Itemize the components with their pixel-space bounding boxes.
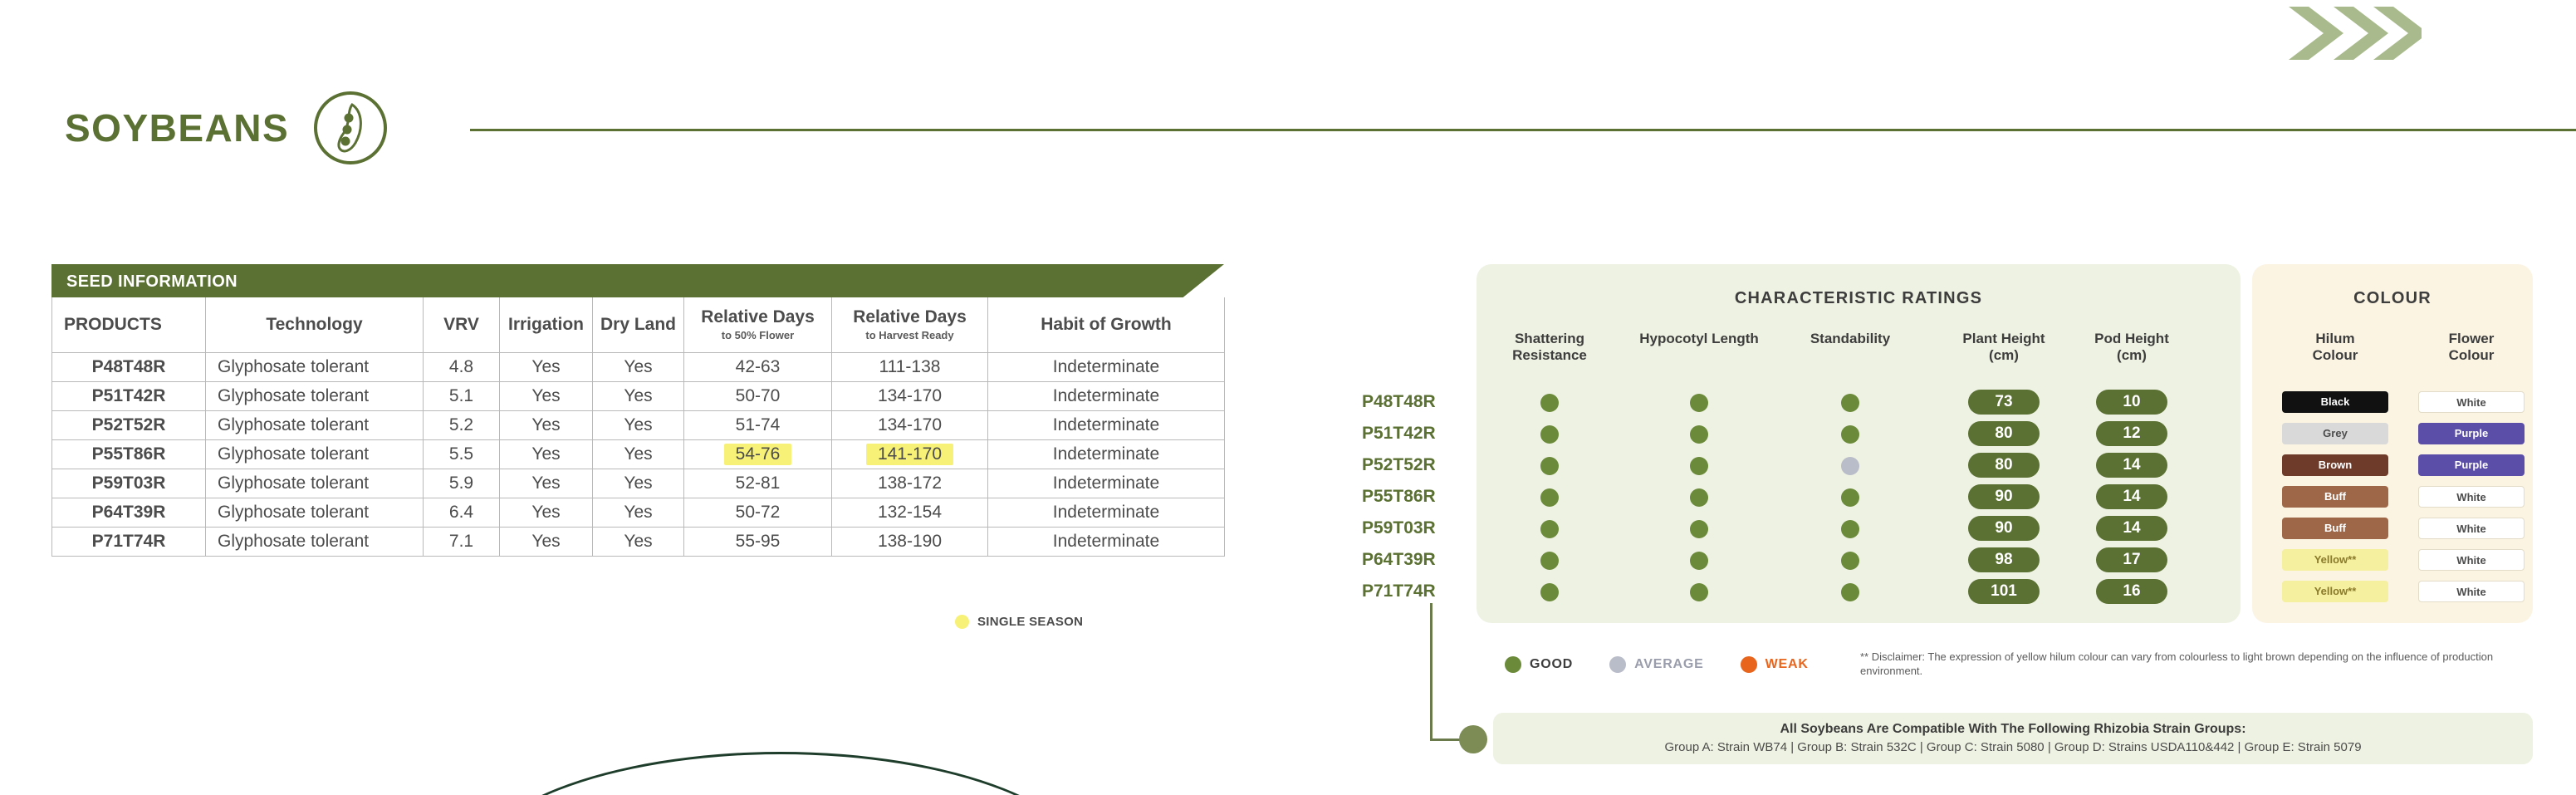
rating-dot-icon [1841, 552, 1859, 570]
head-line1: Hilum [2315, 331, 2355, 346]
rating-dot-icon [1841, 394, 1859, 412]
legend-average-label: AVERAGE [1634, 657, 1704, 671]
col-habit-of-growth: Habit of Growth [988, 297, 1225, 352]
cell-relative-days-flower: 55-95 [684, 527, 832, 556]
rating-dot-icon [1690, 552, 1708, 570]
hilum-colour-swatch: Buff [2282, 486, 2388, 508]
hilum-colour-swatch: Black [2282, 391, 2388, 413]
row-product-label: P55T86R [1362, 487, 1436, 506]
cell-relative-days-flower: 42-63 [684, 352, 832, 381]
legend-average [1609, 656, 1704, 673]
cell-irrigation: Yes [500, 527, 593, 556]
cell-irrigation: Yes [500, 469, 593, 498]
cell-vrv: 7.1 [424, 527, 500, 556]
seed-information-title: SEED INFORMATION [66, 272, 238, 291]
cell-relative-days-flower: 52-81 [684, 469, 832, 498]
cell-relative-days-flower: 51-74 [684, 410, 832, 439]
rating-dot-icon [1540, 520, 1559, 538]
chevron-right-icon [2280, 2, 2422, 68]
head-flower-colour [2392, 331, 2550, 364]
cell-relative-days-harvest: 134-170 [832, 410, 988, 439]
cell-relative-days-harvest: 134-170 [832, 381, 988, 410]
rating-dot-icon [1540, 394, 1559, 412]
head-line1: Pod Height [2094, 331, 2169, 346]
flower-colour-swatch: White [2418, 518, 2525, 539]
pod-height-value: 14 [2096, 453, 2167, 478]
cell-relative-days-harvest: 138-172 [832, 469, 988, 498]
cell-relative-days-harvest: 132-154 [832, 498, 988, 527]
pod-height-value: 12 [2096, 421, 2167, 446]
hilum-colour-swatch: Buff [2282, 518, 2388, 539]
cell-product: P55T86R [52, 439, 206, 469]
rating-dot-icon [1841, 457, 1859, 475]
cell-product: P59T03R [52, 469, 206, 498]
flower-colour-swatch: White [2418, 549, 2525, 571]
table-row [52, 410, 1225, 439]
col-products: PRODUCTS [52, 297, 206, 352]
cell-irrigation: Yes [500, 439, 593, 469]
cell-irrigation: Yes [500, 410, 593, 439]
plant-height-value: 101 [1968, 579, 2040, 604]
decorative-arc [465, 752, 1096, 795]
page-title-block [65, 91, 387, 164]
head-line1: Hypocotyl Length [1639, 331, 1759, 346]
flower-colour-swatch: Purple [2418, 454, 2525, 476]
head-line2: Colour [2312, 347, 2358, 363]
cell-dryland: Yes [593, 527, 684, 556]
pod-height-value: 14 [2096, 516, 2167, 541]
legend-weak-label: WEAK [1765, 657, 1809, 671]
cell-technology: Glyphosate tolerant [206, 410, 424, 439]
flower-colour-swatch: White [2418, 581, 2525, 602]
col-irrigation: Irrigation [500, 297, 593, 352]
cell-dryland: Yes [593, 410, 684, 439]
connector-dot-icon [1459, 725, 1487, 753]
cell-irrigation: Yes [500, 352, 593, 381]
plant-height-value: 80 [1968, 453, 2040, 478]
average-dot-icon [1609, 656, 1626, 673]
rating-dot-icon [1690, 583, 1708, 601]
flower-colour-swatch: White [2418, 391, 2525, 413]
weak-dot-icon [1741, 656, 1757, 673]
table-row [52, 498, 1225, 527]
header-divider [470, 129, 2576, 131]
pod-height-value: 16 [2096, 579, 2167, 604]
single-season-dot-icon [955, 615, 969, 629]
pod-height-value: 17 [2096, 547, 2167, 572]
rhizobia-detail: Group A: Strain WB74 | Group B: Strain 532C | Group C: Strain 5080 | Group D: Strains USDA110&442 | Group E: Strain 5079 [1664, 740, 2362, 754]
cell-habit: Indeterminate [988, 410, 1225, 439]
row-product-label: P52T52R [1362, 455, 1436, 474]
cell-technology: Glyphosate tolerant [206, 439, 424, 469]
head-line1: Standability [1810, 331, 1891, 346]
plant-height-value: 73 [1968, 390, 2040, 415]
head-line2: (cm) [1989, 347, 2019, 363]
col-dryland: Dry Land [593, 297, 684, 352]
plant-height-value: 98 [1968, 547, 2040, 572]
single-season-legend [955, 615, 1083, 629]
table-row [52, 352, 1225, 381]
cell-vrv: 6.4 [424, 498, 500, 527]
cell-technology: Glyphosate tolerant [206, 352, 424, 381]
head-shattering-resistance [1471, 331, 1628, 364]
cell-product: P48T48R [52, 352, 206, 381]
hilum-colour-swatch: Grey [2282, 423, 2388, 444]
head-line2: Colour [2448, 347, 2495, 363]
cell-dryland: Yes [593, 469, 684, 498]
row-product-label: P71T74R [1362, 582, 1436, 601]
rating-dot-icon [1690, 457, 1708, 475]
cell-vrv: 5.2 [424, 410, 500, 439]
pod-height-value: 10 [2096, 390, 2167, 415]
rating-dot-icon [1690, 425, 1708, 444]
cell-habit: Indeterminate [988, 527, 1225, 556]
characteristic-ratings-title: CHARACTERISTIC RATINGS [1734, 289, 1983, 307]
hilum-colour-swatch: Yellow** [2282, 581, 2388, 602]
soybean-pod-icon [314, 91, 387, 164]
cell-habit: Indeterminate [988, 381, 1225, 410]
rating-dot-icon [1540, 488, 1559, 507]
head-standability [1771, 331, 1929, 347]
single-season-label: SINGLE SEASON [977, 615, 1084, 629]
rating-dot-icon [1690, 520, 1708, 538]
cell-irrigation: Yes [500, 498, 593, 527]
cell-technology: Glyphosate tolerant [206, 527, 424, 556]
cell-vrv: 4.8 [424, 352, 500, 381]
rating-dot-icon [1841, 520, 1859, 538]
table-row [52, 469, 1225, 498]
good-dot-icon [1505, 656, 1521, 673]
cell-dryland: Yes [593, 498, 684, 527]
head-line2: Resistance [1512, 347, 1587, 363]
rating-dot-icon [1841, 425, 1859, 444]
cell-product: P52T52R [52, 410, 206, 439]
hilum-disclaimer: ** Disclaimer: The expression of yellow hilum colour can vary from colourless to light brown depending on the influence of production environment. [1860, 650, 2494, 677]
seed-information-banner [51, 264, 1224, 297]
table-row [52, 381, 1225, 410]
cell-relative-days-harvest: 138-190 [832, 527, 988, 556]
table-header-row [52, 297, 1225, 352]
head-hypocotyl-length [1620, 331, 1778, 347]
rhizobia-band [1493, 713, 2533, 764]
rating-dot-icon [1841, 583, 1859, 601]
head-line2: (cm) [2117, 347, 2147, 363]
col-vrv: VRV [424, 297, 500, 352]
cell-dryland: Yes [593, 352, 684, 381]
page-title: SOYBEANS [65, 106, 290, 150]
col-relative-days-flower: Relative Days to 50% Flower [684, 297, 832, 352]
cell-habit: Indeterminate [988, 498, 1225, 527]
legend-good-label: GOOD [1530, 657, 1574, 671]
rating-dot-icon [1690, 488, 1708, 507]
plant-height-value: 90 [1968, 516, 2040, 541]
head-line1: Shattering [1514, 331, 1585, 346]
row-product-label: P51T42R [1362, 424, 1436, 443]
cell-product: P51T42R [52, 381, 206, 410]
row-product-label: P64T39R [1362, 550, 1436, 569]
cell-relative-days-harvest [832, 439, 988, 469]
legend-good [1505, 656, 1573, 673]
seed-information-table [51, 264, 1224, 557]
colour-title: COLOUR [2353, 289, 2432, 307]
cell-vrv: 5.1 [424, 381, 500, 410]
cell-technology: Glyphosate tolerant [206, 469, 424, 498]
head-pod-height [2053, 331, 2211, 364]
cell-technology: Glyphosate tolerant [206, 498, 424, 527]
rating-dot-icon [1690, 394, 1708, 412]
legend-weak [1741, 656, 1809, 673]
rating-dot-icon [1540, 552, 1559, 570]
head-line1: Plant Height [1962, 331, 2045, 346]
cell-relative-days-flower: 50-72 [684, 498, 832, 527]
cell-habit: Indeterminate [988, 352, 1225, 381]
cell-dryland: Yes [593, 439, 684, 469]
cell-irrigation: Yes [500, 381, 593, 410]
ratings-legend [1505, 656, 1845, 673]
hilum-colour-swatch: Brown [2282, 454, 2388, 476]
head-line1: Flower [2448, 331, 2495, 346]
cell-technology: Glyphosate tolerant [206, 381, 424, 410]
cell-dryland: Yes [593, 381, 684, 410]
highlighted-value: 54-76 [724, 444, 792, 465]
highlighted-value: 141-170 [866, 444, 953, 465]
cell-habit: Indeterminate [988, 439, 1225, 469]
plant-height-value: 90 [1968, 484, 2040, 509]
cell-vrv: 5.9 [424, 469, 500, 498]
cell-relative-days-harvest: 111-138 [832, 352, 988, 381]
cell-relative-days-flower: 50-70 [684, 381, 832, 410]
cell-product: P64T39R [52, 498, 206, 527]
row-product-label: P59T03R [1362, 518, 1436, 537]
cell-product: P71T74R [52, 527, 206, 556]
col-technology: Technology [206, 297, 424, 352]
flower-colour-swatch: White [2418, 486, 2525, 508]
rating-dot-icon [1540, 583, 1559, 601]
rating-dot-icon [1540, 425, 1559, 444]
rating-dot-icon [1540, 457, 1559, 475]
hilum-colour-swatch: Yellow** [2282, 549, 2388, 571]
connector-line-vertical [1430, 603, 1432, 739]
col-relative-days-harvest: Relative Days to Harvest Ready [832, 297, 988, 352]
table-row [52, 527, 1225, 556]
head-hilum-colour [2256, 331, 2414, 364]
cell-vrv: 5.5 [424, 439, 500, 469]
plant-height-value: 80 [1968, 421, 2040, 446]
rhizobia-heading: All Soybeans Are Compatible With The Following Rhizobia Strain Groups: [1780, 722, 2246, 736]
cell-relative-days-flower [684, 439, 832, 469]
pod-height-value: 14 [2096, 484, 2167, 509]
row-product-label: P48T48R [1362, 392, 1436, 411]
flower-colour-swatch: Purple [2418, 423, 2525, 444]
table-row [52, 439, 1225, 469]
cell-habit: Indeterminate [988, 469, 1225, 498]
rating-dot-icon [1841, 488, 1859, 507]
